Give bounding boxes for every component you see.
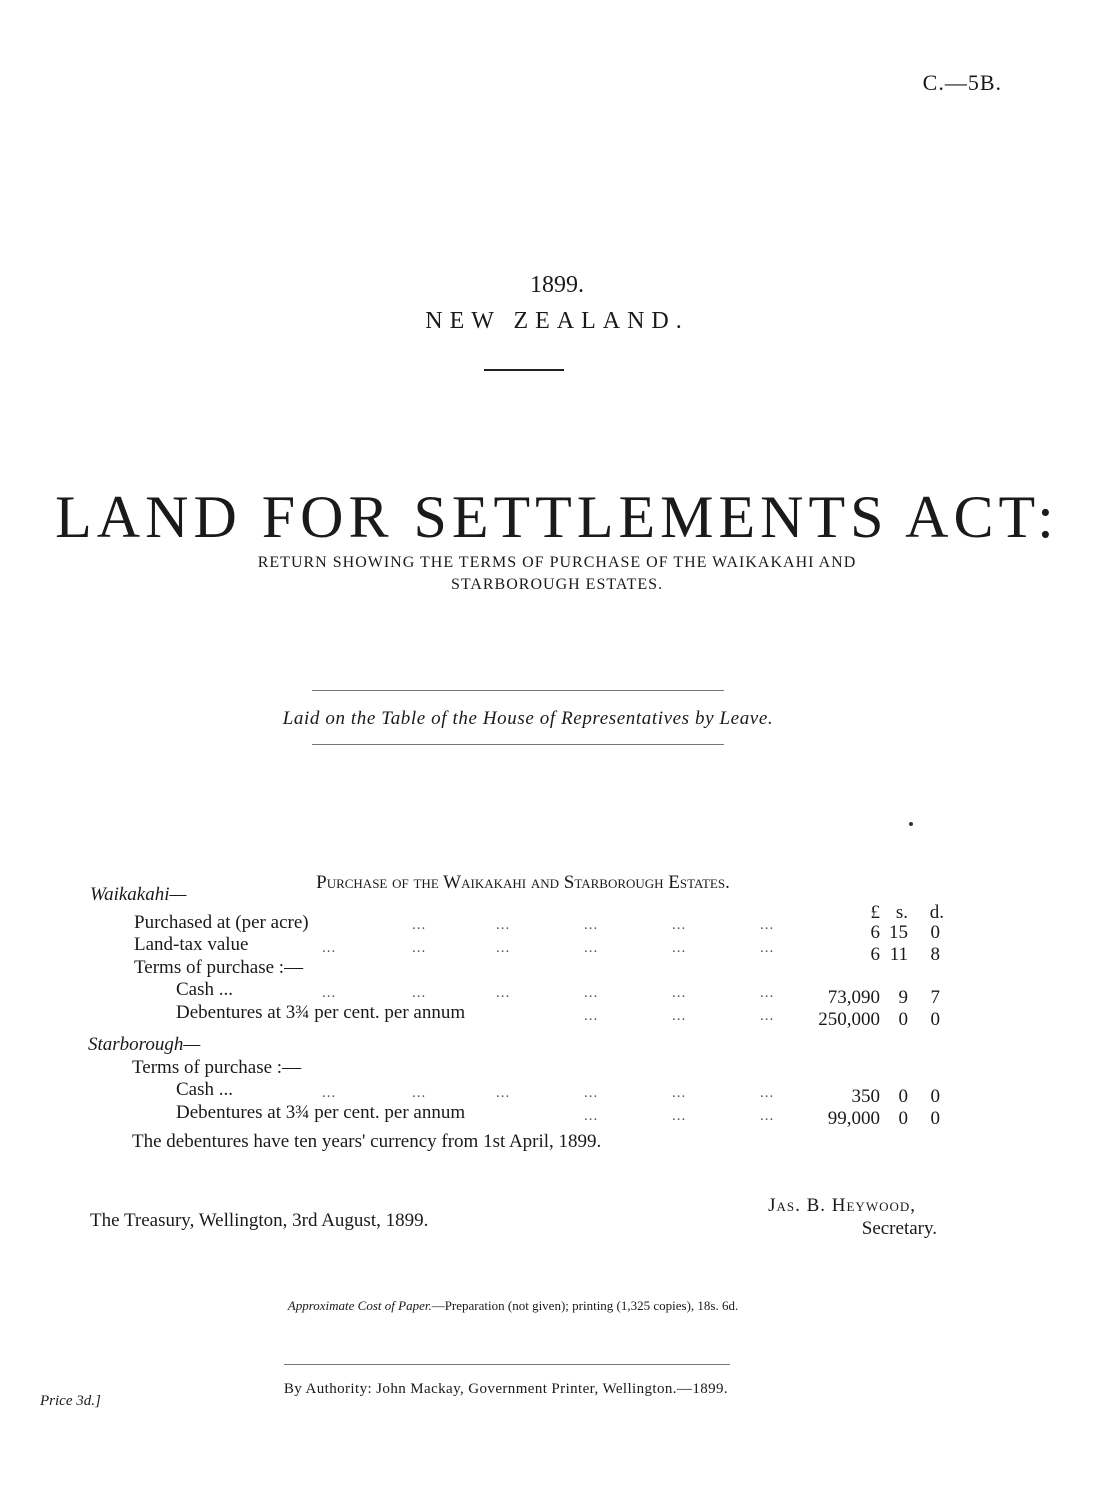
pence-header: d. — [929, 902, 944, 923]
terms-label: Terms of purchase :— — [134, 957, 304, 978]
subtitle — [0, 552, 1114, 596]
debentures-note: The debentures have ten years' currency from 1st April, 1899. — [132, 1131, 602, 1152]
place-date: The Treasury, Wellington, 3rd August, 1899. — [90, 1210, 429, 1231]
signatory-title: Secretary. — [861, 1218, 937, 1239]
cash-label: Cash ... — [176, 979, 233, 1000]
purchased-pence: 0 — [930, 922, 940, 943]
leader-dots: ... — [672, 1108, 687, 1124]
leader-dots: ... — [322, 940, 337, 956]
printer-authority: By Authority: John Mackay, Government Printer, Wellington.—1899. — [283, 1381, 729, 1397]
subtitle-line-2: STARBOROUGH ESTATES. — [450, 576, 664, 593]
landtax-pounds: 6 — [870, 944, 880, 965]
cash-pence: 7 — [930, 987, 940, 1008]
cash-shillings: 9 — [898, 987, 908, 1008]
starborough-label: Starborough— — [88, 1034, 201, 1055]
landtax-shillings: 11 — [889, 944, 908, 965]
ink-dot — [909, 822, 913, 826]
landtax-label: Land-tax value — [134, 934, 249, 955]
debentures-pence: 0 — [930, 1108, 940, 1129]
leader-dots: ... — [760, 1085, 775, 1101]
terms-label: Terms of purchase :— — [132, 1057, 302, 1078]
country-heading: NEW ZEALAND. — [425, 308, 689, 334]
cash-pounds: 73,090 — [827, 987, 880, 1008]
cash-label: Cash ... — [176, 1079, 233, 1100]
short-divider — [484, 369, 564, 371]
cash-pence: 0 — [930, 1086, 940, 1107]
footer-divider — [284, 1364, 730, 1365]
leader-dots: ... — [584, 940, 599, 956]
waikakahi-label: Waikakahi— — [90, 884, 187, 905]
leader-dots: ... — [412, 1085, 427, 1101]
debentures-pounds: 99,000 — [827, 1108, 880, 1129]
leader-dots: ... — [672, 1008, 687, 1024]
leader-dots: ... — [584, 1108, 599, 1124]
leader-dots: ... — [496, 985, 511, 1001]
leader-dots: ... — [760, 917, 775, 933]
page-title: LAND FOR SETTLEMENTS ACT: — [55, 484, 1059, 550]
leader-dots: ... — [672, 1085, 687, 1101]
purchased-shillings: 15 — [889, 922, 908, 943]
leader-dots: ... — [584, 1085, 599, 1101]
leader-dots: ... — [672, 985, 687, 1001]
document-year: 1899. — [530, 272, 584, 298]
leader-dots: ... — [496, 917, 511, 933]
leader-dots: ... — [322, 985, 337, 1001]
leader-dots: ... — [496, 1085, 511, 1101]
signatory-name: Jas. B. Heywood, — [768, 1195, 916, 1216]
leader-dots: ... — [412, 940, 427, 956]
cost-label: Approximate Cost of Paper. — [287, 1298, 432, 1313]
leader-dots: ... — [760, 1108, 775, 1124]
debentures-label: Debentures at 3¾ per cent. per annum — [176, 1102, 466, 1123]
leader-dots: ... — [760, 1008, 775, 1024]
leader-dots: ... — [672, 940, 687, 956]
purchased-pounds: 6 — [870, 922, 880, 943]
shillings-header: s. — [895, 902, 908, 923]
leader-dots: ... — [760, 985, 775, 1001]
leader-dots: ... — [412, 985, 427, 1001]
leader-dots: ... — [412, 917, 427, 933]
pounds-header: £ — [870, 902, 880, 923]
cash-pounds: 350 — [851, 1086, 880, 1107]
leader-dots: ... — [584, 1008, 599, 1024]
debentures-shillings: 0 — [898, 1009, 908, 1030]
leader-dots: ... — [584, 917, 599, 933]
cost-text: —Preparation (not given); printing (1,325 copies), 18s. 6d. — [431, 1298, 739, 1313]
laid-note: Laid on the Table of the House of Representatives by Leave. — [282, 708, 774, 729]
subtitle-line-1: RETURN SHOWING THE TERMS OF PURCHASE OF THE WAIKAKAHI AND — [257, 554, 857, 571]
document-reference: C.—5B. — [922, 70, 1002, 95]
leader-dots: ... — [322, 1085, 337, 1101]
leader-dots: ... — [760, 940, 775, 956]
purchased-label: Purchased at (per acre) — [134, 912, 309, 933]
leader-dots: ... — [496, 940, 511, 956]
debentures-label: Debentures at 3¾ per cent. per annum — [176, 1002, 466, 1023]
debentures-pounds: 250,000 — [818, 1009, 880, 1030]
landtax-pence: 8 — [930, 944, 940, 965]
debentures-pence: 0 — [930, 1009, 940, 1030]
divider-bottom — [312, 744, 724, 745]
cash-shillings: 0 — [898, 1086, 908, 1107]
leader-dots: ... — [672, 917, 687, 933]
table-title: Purchase of the Waikakahi and Starborough Estates. — [316, 872, 730, 893]
cost-note — [0, 1298, 1026, 1314]
debentures-shillings: 0 — [898, 1108, 908, 1129]
leader-dots: ... — [584, 985, 599, 1001]
divider-top — [312, 690, 724, 691]
price-note: Price 3d.] — [40, 1393, 101, 1409]
